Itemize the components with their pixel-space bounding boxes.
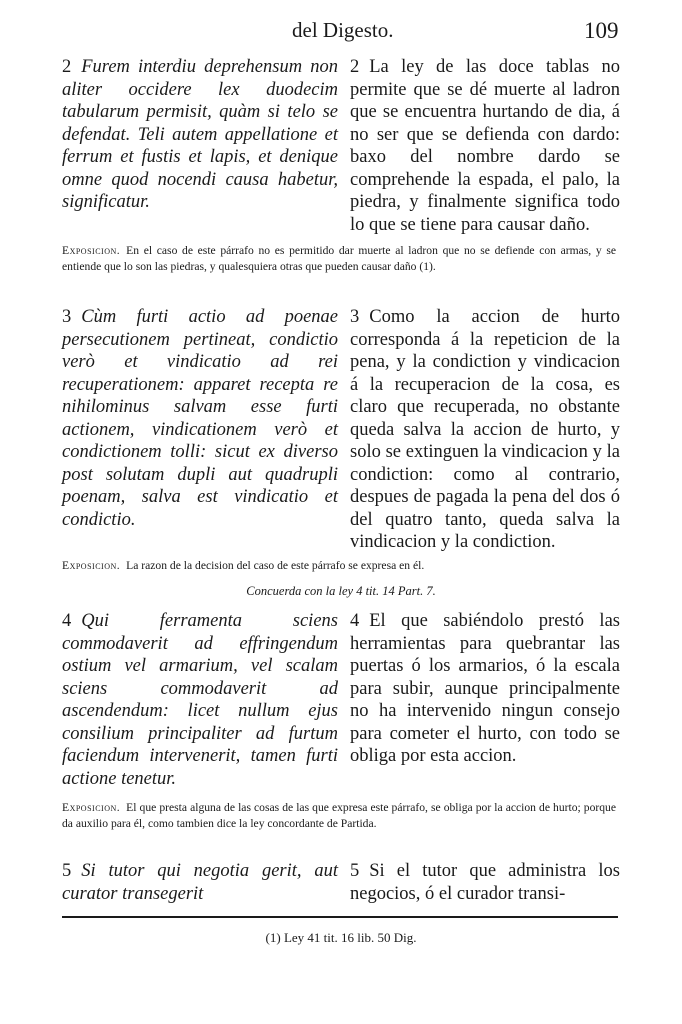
latin-text: Qui ferramenta sciens commodaverit ad effringendum ostium vel armarium, vel scalam sciens commodaverit ad ascendendum: licet nullum ejus consilium principaliter ad furtum faciendum intervenerit, tamen furti actione tenetur. [62,611,338,789]
exposicion-4 [62,800,616,832]
paragraph-number: 2 [350,57,360,77]
paragraph-4 [62,610,622,795]
spanish-text: La ley de las doce tablas no permite que se dé muerte al ladron que se encuentra hurtando de dia, á no ser que se defienda con dardo: baxo del nombre dardo se comprehende la espada, el palo, la piedra, y finalmente significa todo lo que se tiene para causar daño. [350,57,620,235]
concordance-note: Concuerda con la ley 4 tit. 14 Part. 7. [246,584,436,598]
paragraph-number: 5 [62,861,72,881]
paragraph-5 [62,860,622,908]
running-title: del Digesto. [292,18,394,42]
spanish-paragraph-5 [350,860,620,905]
latin-paragraph-3 [62,306,338,531]
exposicion-2 [62,243,616,275]
footnote-divider [62,916,618,918]
footnote: (1) Ley 41 tit. 16 lib. 50 Dig. [265,930,417,945]
latin-paragraph-4 [62,610,338,790]
latin-paragraph-5 [62,860,338,905]
exposicion-label: Exposicion. [62,244,121,257]
exposicion-text: El que presta alguna de las cosas de las que expresa este párrafo, se obliga por la accion de hurto; porque da auxilio para él, como tambien dice la ley concordante de Partida. [62,801,616,830]
paragraph-2 [62,56,622,236]
paragraph-number: 4 [350,611,360,631]
exposicion-text: En el caso de este párrafo no es permitido dar muerte al ladron que no se defiende con armas, y se entiende que lo son las piedras, y qualesquiera otras que pueden causar daño (1). [62,244,616,273]
page-number: 109 [584,18,619,43]
exposicion-text: La razon de la decision del caso de este párrafo se expresa en él. [126,559,425,572]
spanish-text: Como la accion de hurto corresponda á la repeticion de la pena, y la condiction y vindicacion á la recuperacion de la cosa, es claro que recuperada, no obstante queda salva la accion de hurto, y solo se extinguen la vindicacion y la condiction: como al contrario, despues de pagada la pena del dos ó del quatro tanto, queda salva la vindicacion y la condiction. [350,307,620,552]
spanish-paragraph-3 [350,306,620,554]
exposicion-label: Exposicion. [62,801,121,814]
spanish-paragraph-4 [350,610,620,768]
paragraph-number: 4 [62,611,72,631]
paragraph-number: 3 [350,307,360,327]
paragraph-number: 5 [350,861,360,881]
paragraph-3 [62,306,622,554]
spanish-text: El que sabiéndolo prestó las herramientas para quebrantar las puertas ó los armarios, ó la escala para subir, aunque principalmente no ha intervenido ningun consejo para cometer el hurto, con todo se obliga por esta accion. [350,611,620,766]
page-header [0,14,682,44]
latin-text: Furem interdiu deprehensum non aliter occidere lex duodecim tabularum permisit, quàm si telo se defendat. Teli autem appellatione et ferrum et fustis et lapis, et denique omne quod nocendi causa habetur, significatur. [62,57,338,212]
latin-paragraph-2 [62,56,338,214]
spanish-text: Si el tutor que administra los negocios, ó el curador transi- [350,861,620,904]
paragraph-number: 2 [62,57,72,77]
spanish-paragraph-2 [350,56,620,236]
paragraph-number: 3 [62,307,72,327]
latin-text: Cùm furti actio ad poenae persecutionem pertineat, condictio verò et vindicatio ad rei recuperationem: apparet recepta re nihilominus salvam esse furti actionem, vindicationem verò et condictionem tolli: sicut ex diverso post solutam dupli aut quadrupli poenam, salva est vindicatio et condictio. [62,307,338,530]
latin-text: Si tutor qui negotia gerit, aut curator transegerit [62,861,338,904]
exposicion-3 [62,558,616,574]
exposicion-label: Exposicion. [62,559,121,572]
